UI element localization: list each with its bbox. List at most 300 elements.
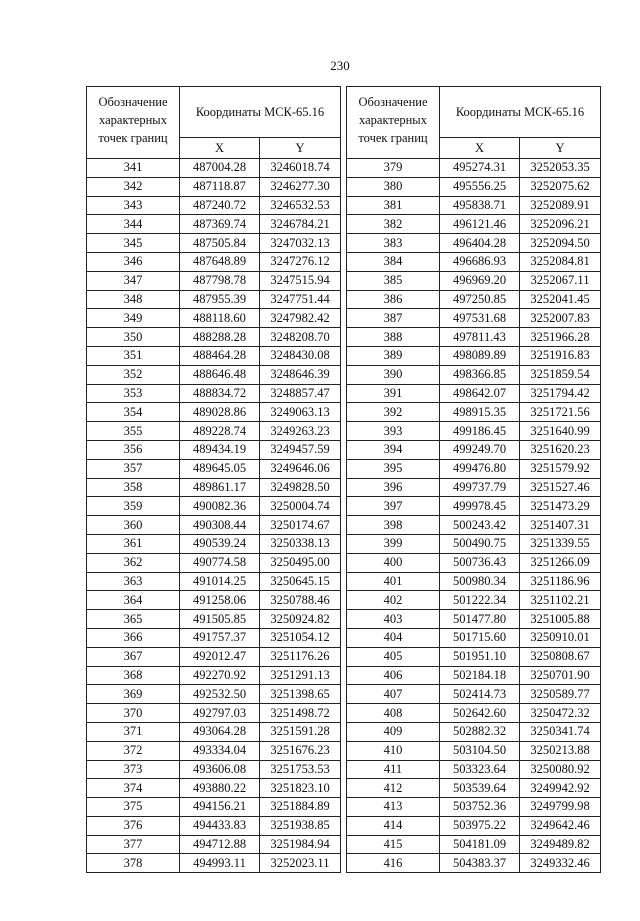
table-row xyxy=(87,159,341,178)
coord-y: 3251966.28 xyxy=(520,328,601,347)
coord-y: 3252007.83 xyxy=(520,309,601,328)
point-number: 345 xyxy=(87,234,180,253)
coord-y: 3247276.12 xyxy=(260,252,341,271)
point-number: 361 xyxy=(87,534,180,553)
table-row xyxy=(347,666,601,685)
coord-x: 487955.39 xyxy=(180,290,260,309)
point-number: 396 xyxy=(347,478,440,497)
point-number: 350 xyxy=(87,328,180,347)
coord-x: 499249.70 xyxy=(440,440,520,459)
coord-y: 3250589.77 xyxy=(520,685,601,704)
coord-x: 491757.37 xyxy=(180,628,260,647)
coord-y: 3251676.23 xyxy=(260,741,341,760)
table-row xyxy=(87,215,341,234)
coord-x: 497531.68 xyxy=(440,309,520,328)
coord-y: 3251721.56 xyxy=(520,403,601,422)
coord-x: 498089.89 xyxy=(440,346,520,365)
table-row xyxy=(347,835,601,854)
coord-x: 493064.28 xyxy=(180,722,260,741)
coord-y: 3251186.96 xyxy=(520,572,601,591)
table-row xyxy=(87,328,341,347)
table-row xyxy=(347,854,601,873)
table-row xyxy=(87,534,341,553)
coord-y: 3249828.50 xyxy=(260,478,341,497)
point-number: 399 xyxy=(347,534,440,553)
coord-x: 497250.85 xyxy=(440,290,520,309)
table-row xyxy=(347,760,601,779)
coord-y: 3250338.13 xyxy=(260,534,341,553)
point-number: 370 xyxy=(87,704,180,723)
table-row xyxy=(347,177,601,196)
table-row xyxy=(87,835,341,854)
point-number: 410 xyxy=(347,741,440,760)
point-number: 347 xyxy=(87,271,180,290)
point-number: 357 xyxy=(87,459,180,478)
point-number: 376 xyxy=(87,816,180,835)
coord-x: 490308.44 xyxy=(180,516,260,535)
coord-x: 504181.09 xyxy=(440,835,520,854)
point-number: 374 xyxy=(87,779,180,798)
coord-y: 3246784.21 xyxy=(260,215,341,234)
coord-y: 3247032.13 xyxy=(260,234,341,253)
point-number: 377 xyxy=(87,835,180,854)
coord-y: 3249646.06 xyxy=(260,459,341,478)
table-row xyxy=(347,328,601,347)
point-number: 360 xyxy=(87,516,180,535)
coord-y: 3251498.72 xyxy=(260,704,341,723)
point-number: 369 xyxy=(87,685,180,704)
coord-x: 489645.05 xyxy=(180,459,260,478)
coord-y: 3251640.99 xyxy=(520,422,601,441)
table-row xyxy=(347,234,601,253)
coord-x: 501222.34 xyxy=(440,591,520,610)
table-row xyxy=(347,384,601,403)
table-row xyxy=(87,309,341,328)
coord-x: 487240.72 xyxy=(180,196,260,215)
point-number: 412 xyxy=(347,779,440,798)
point-number: 415 xyxy=(347,835,440,854)
coord-x: 487648.89 xyxy=(180,252,260,271)
coord-y: 3250174.67 xyxy=(260,516,341,535)
coord-x: 504383.37 xyxy=(440,854,520,873)
coord-y: 3250472.32 xyxy=(520,704,601,723)
coord-x: 488118.60 xyxy=(180,309,260,328)
coord-y: 3251938.85 xyxy=(260,816,341,835)
point-number: 404 xyxy=(347,628,440,647)
coord-x: 490774.58 xyxy=(180,553,260,572)
point-number: 354 xyxy=(87,403,180,422)
coord-y: 3250701.90 xyxy=(520,666,601,685)
coord-x: 501477.80 xyxy=(440,610,520,629)
coord-x: 494993.11 xyxy=(180,854,260,873)
table-row xyxy=(87,553,341,572)
coord-x: 502642.60 xyxy=(440,704,520,723)
point-number: 414 xyxy=(347,816,440,835)
coord-x: 488288.28 xyxy=(180,328,260,347)
point-number: 346 xyxy=(87,252,180,271)
point-number: 408 xyxy=(347,704,440,723)
coord-y: 3250645.15 xyxy=(260,572,341,591)
table-row xyxy=(347,534,601,553)
coord-y: 3249642.46 xyxy=(520,816,601,835)
point-number: 375 xyxy=(87,798,180,817)
point-number: 407 xyxy=(347,685,440,704)
coord-x: 495556.25 xyxy=(440,177,520,196)
table-row xyxy=(87,628,341,647)
table-row xyxy=(87,384,341,403)
table-row xyxy=(347,591,601,610)
table-row xyxy=(87,440,341,459)
table-row xyxy=(87,666,341,685)
coord-y: 3251823.10 xyxy=(260,779,341,798)
table-row xyxy=(347,478,601,497)
coord-y: 3250080.92 xyxy=(520,760,601,779)
point-number: 380 xyxy=(347,177,440,196)
point-number: 398 xyxy=(347,516,440,535)
table-row xyxy=(347,553,601,572)
point-number: 363 xyxy=(87,572,180,591)
table-row xyxy=(347,516,601,535)
point-number: 352 xyxy=(87,365,180,384)
point-number: 372 xyxy=(87,741,180,760)
coord-y: 3246018.74 xyxy=(260,159,341,178)
coord-y: 3251579.92 xyxy=(520,459,601,478)
table-row xyxy=(87,591,341,610)
coord-y: 3246532.53 xyxy=(260,196,341,215)
coord-y: 3246277.30 xyxy=(260,177,341,196)
point-number: 383 xyxy=(347,234,440,253)
table-row xyxy=(347,252,601,271)
point-number: 397 xyxy=(347,497,440,516)
point-number: 385 xyxy=(347,271,440,290)
table-row xyxy=(347,704,601,723)
point-number: 351 xyxy=(87,346,180,365)
coord-y: 3251291.13 xyxy=(260,666,341,685)
coord-x: 494433.83 xyxy=(180,816,260,835)
coord-y: 3251176.26 xyxy=(260,647,341,666)
table-row xyxy=(347,159,601,178)
point-number: 344 xyxy=(87,215,180,234)
point-number: 386 xyxy=(347,290,440,309)
coord-x: 502414.73 xyxy=(440,685,520,704)
coord-x: 489028.86 xyxy=(180,403,260,422)
coord-y: 3248646.39 xyxy=(260,365,341,384)
coord-x: 492797.03 xyxy=(180,704,260,723)
point-number: 371 xyxy=(87,722,180,741)
table-row xyxy=(87,365,341,384)
coord-x: 490539.24 xyxy=(180,534,260,553)
table-row xyxy=(347,497,601,516)
table-row xyxy=(87,572,341,591)
coord-y: 3248857.47 xyxy=(260,384,341,403)
coord-x: 493606.08 xyxy=(180,760,260,779)
point-number: 406 xyxy=(347,666,440,685)
table-row xyxy=(347,290,601,309)
coord-x: 487798.78 xyxy=(180,271,260,290)
table-row xyxy=(87,854,341,873)
table-row xyxy=(87,234,341,253)
coord-y: 3252041.45 xyxy=(520,290,601,309)
header-x: X xyxy=(440,138,520,159)
coord-y: 3250924.82 xyxy=(260,610,341,629)
coord-y: 3249799.98 xyxy=(520,798,601,817)
coord-y: 3250341.74 xyxy=(520,722,601,741)
table-row xyxy=(347,685,601,704)
table-row xyxy=(87,704,341,723)
coord-x: 500243.42 xyxy=(440,516,520,535)
table-row xyxy=(347,722,601,741)
point-number: 355 xyxy=(87,422,180,441)
coord-y: 3247515.94 xyxy=(260,271,341,290)
point-number: 378 xyxy=(87,854,180,873)
coord-x: 503752.36 xyxy=(440,798,520,817)
table-row xyxy=(347,309,601,328)
coord-x: 487118.87 xyxy=(180,177,260,196)
table-row xyxy=(87,779,341,798)
table-row xyxy=(87,741,341,760)
coord-y: 3247751.44 xyxy=(260,290,341,309)
point-number: 400 xyxy=(347,553,440,572)
coord-y: 3250788.46 xyxy=(260,591,341,610)
coord-x: 503323.64 xyxy=(440,760,520,779)
coord-x: 502882.32 xyxy=(440,722,520,741)
coord-y: 3251916.83 xyxy=(520,346,601,365)
coord-x: 491014.25 xyxy=(180,572,260,591)
point-number: 365 xyxy=(87,610,180,629)
coord-y: 3249942.92 xyxy=(520,779,601,798)
coord-y: 3250004.74 xyxy=(260,497,341,516)
table-row xyxy=(347,459,601,478)
table-row xyxy=(87,290,341,309)
coord-y: 3251054.12 xyxy=(260,628,341,647)
point-number: 364 xyxy=(87,591,180,610)
point-number: 409 xyxy=(347,722,440,741)
point-number: 402 xyxy=(347,591,440,610)
point-number: 356 xyxy=(87,440,180,459)
table-row xyxy=(87,459,341,478)
coord-x: 500980.34 xyxy=(440,572,520,591)
table-row xyxy=(87,798,341,817)
coord-x: 488834.72 xyxy=(180,384,260,403)
header-y: Y xyxy=(260,138,341,159)
table-row xyxy=(87,252,341,271)
table-row xyxy=(347,610,601,629)
coord-y: 3247982.42 xyxy=(260,309,341,328)
coord-y: 3251527.46 xyxy=(520,478,601,497)
header-coordinates: Координаты МСК-65.16 xyxy=(180,87,341,138)
coord-y: 3249457.59 xyxy=(260,440,341,459)
point-number: 366 xyxy=(87,628,180,647)
table-row xyxy=(87,403,341,422)
point-number: 388 xyxy=(347,328,440,347)
header-designation: Обозначение характерных точек границ xyxy=(87,87,180,159)
table-row xyxy=(347,403,601,422)
table-row xyxy=(87,196,341,215)
table-row xyxy=(87,647,341,666)
coord-y: 3251407.31 xyxy=(520,516,601,535)
point-number: 393 xyxy=(347,422,440,441)
coord-x: 500736.43 xyxy=(440,553,520,572)
table-row xyxy=(87,760,341,779)
coord-y: 3248208.70 xyxy=(260,328,341,347)
coord-y: 3252084.81 xyxy=(520,252,601,271)
coord-x: 487505.84 xyxy=(180,234,260,253)
coord-y: 3249332.46 xyxy=(520,854,601,873)
coord-x: 492532.50 xyxy=(180,685,260,704)
table-row xyxy=(347,422,601,441)
coord-x: 498915.35 xyxy=(440,403,520,422)
coord-x: 501715.60 xyxy=(440,628,520,647)
coord-y: 3252023.11 xyxy=(260,854,341,873)
page-number: 230 xyxy=(330,58,350,73)
point-number: 368 xyxy=(87,666,180,685)
point-number: 348 xyxy=(87,290,180,309)
coord-x: 499737.79 xyxy=(440,478,520,497)
coord-y: 3251473.29 xyxy=(520,497,601,516)
table-row xyxy=(347,440,601,459)
table-row xyxy=(87,497,341,516)
coord-y: 3252067.11 xyxy=(520,271,601,290)
coord-x: 491505.85 xyxy=(180,610,260,629)
coord-y: 3252089.91 xyxy=(520,196,601,215)
coord-y: 3252075.62 xyxy=(520,177,601,196)
coord-y: 3252096.21 xyxy=(520,215,601,234)
coord-y: 3249263.23 xyxy=(260,422,341,441)
coordinates-table-left xyxy=(86,86,341,873)
point-number: 411 xyxy=(347,760,440,779)
coord-x: 494712.88 xyxy=(180,835,260,854)
coord-x: 489434.19 xyxy=(180,440,260,459)
table-row xyxy=(87,422,341,441)
coord-x: 492012.47 xyxy=(180,647,260,666)
table-row xyxy=(347,271,601,290)
coord-x: 499186.45 xyxy=(440,422,520,441)
point-number: 349 xyxy=(87,309,180,328)
coord-x: 488464.28 xyxy=(180,346,260,365)
coord-y: 3251984.94 xyxy=(260,835,341,854)
coord-x: 497811.43 xyxy=(440,328,520,347)
table-row xyxy=(347,741,601,760)
point-number: 392 xyxy=(347,403,440,422)
point-number: 343 xyxy=(87,196,180,215)
table-row xyxy=(347,365,601,384)
coord-x: 501951.10 xyxy=(440,647,520,666)
point-number: 362 xyxy=(87,553,180,572)
point-number: 395 xyxy=(347,459,440,478)
coord-x: 493334.04 xyxy=(180,741,260,760)
header-x: X xyxy=(180,138,260,159)
coord-y: 3252094.50 xyxy=(520,234,601,253)
coord-x: 487369.74 xyxy=(180,215,260,234)
point-number: 384 xyxy=(347,252,440,271)
point-number: 390 xyxy=(347,365,440,384)
table-row xyxy=(87,816,341,835)
coord-x: 499476.80 xyxy=(440,459,520,478)
coord-x: 490082.36 xyxy=(180,497,260,516)
table-row xyxy=(87,685,341,704)
coord-x: 496686.93 xyxy=(440,252,520,271)
coord-y: 3251005.88 xyxy=(520,610,601,629)
coord-x: 495838.71 xyxy=(440,196,520,215)
table-row xyxy=(87,516,341,535)
header-designation: Обозначение характерных точек границ xyxy=(347,87,440,159)
point-number: 381 xyxy=(347,196,440,215)
coord-y: 3249063.13 xyxy=(260,403,341,422)
coord-x: 489861.17 xyxy=(180,478,260,497)
point-number: 405 xyxy=(347,647,440,666)
coord-y: 3251859.54 xyxy=(520,365,601,384)
point-number: 359 xyxy=(87,497,180,516)
point-number: 341 xyxy=(87,159,180,178)
coord-x: 495274.31 xyxy=(440,159,520,178)
point-number: 401 xyxy=(347,572,440,591)
table-row xyxy=(347,798,601,817)
coord-x: 493880.22 xyxy=(180,779,260,798)
point-number: 416 xyxy=(347,854,440,873)
point-number: 358 xyxy=(87,478,180,497)
table-row xyxy=(87,722,341,741)
coord-y: 3252053.35 xyxy=(520,159,601,178)
header-coordinates: Координаты МСК-65.16 xyxy=(440,87,601,138)
point-number: 391 xyxy=(347,384,440,403)
coord-y: 3251591.28 xyxy=(260,722,341,741)
coord-y: 3251753.53 xyxy=(260,760,341,779)
coord-x: 489228.74 xyxy=(180,422,260,441)
coord-y: 3250910.01 xyxy=(520,628,601,647)
table-row xyxy=(87,478,341,497)
coord-y: 3250495.00 xyxy=(260,553,341,572)
point-number: 353 xyxy=(87,384,180,403)
point-number: 373 xyxy=(87,760,180,779)
coord-x: 503539.64 xyxy=(440,779,520,798)
coord-y: 3251398.65 xyxy=(260,685,341,704)
table-row xyxy=(347,572,601,591)
point-number: 382 xyxy=(347,215,440,234)
table-row xyxy=(87,610,341,629)
point-number: 389 xyxy=(347,346,440,365)
coord-y: 3250808.67 xyxy=(520,647,601,666)
coord-x: 498642.07 xyxy=(440,384,520,403)
coord-x: 496121.46 xyxy=(440,215,520,234)
coord-x: 496969.20 xyxy=(440,271,520,290)
coord-y: 3250213.88 xyxy=(520,741,601,760)
coord-x: 496404.28 xyxy=(440,234,520,253)
point-number: 403 xyxy=(347,610,440,629)
table-row xyxy=(347,647,601,666)
coord-y: 3251794.42 xyxy=(520,384,601,403)
coord-x: 499978.45 xyxy=(440,497,520,516)
coord-y: 3251620.23 xyxy=(520,440,601,459)
point-number: 379 xyxy=(347,159,440,178)
coord-x: 492270.92 xyxy=(180,666,260,685)
table-row xyxy=(347,346,601,365)
point-number: 342 xyxy=(87,177,180,196)
coord-x: 503975.22 xyxy=(440,816,520,835)
coord-y: 3248430.08 xyxy=(260,346,341,365)
table-row xyxy=(347,816,601,835)
coord-y: 3251339.55 xyxy=(520,534,601,553)
coord-x: 500490.75 xyxy=(440,534,520,553)
table-row xyxy=(87,271,341,290)
coordinates-table-right xyxy=(346,86,601,873)
point-number: 367 xyxy=(87,647,180,666)
coord-y: 3251102.21 xyxy=(520,591,601,610)
coord-x: 502184.18 xyxy=(440,666,520,685)
coord-x: 491258.06 xyxy=(180,591,260,610)
point-number: 413 xyxy=(347,798,440,817)
point-number: 387 xyxy=(347,309,440,328)
coord-x: 494156.21 xyxy=(180,798,260,817)
